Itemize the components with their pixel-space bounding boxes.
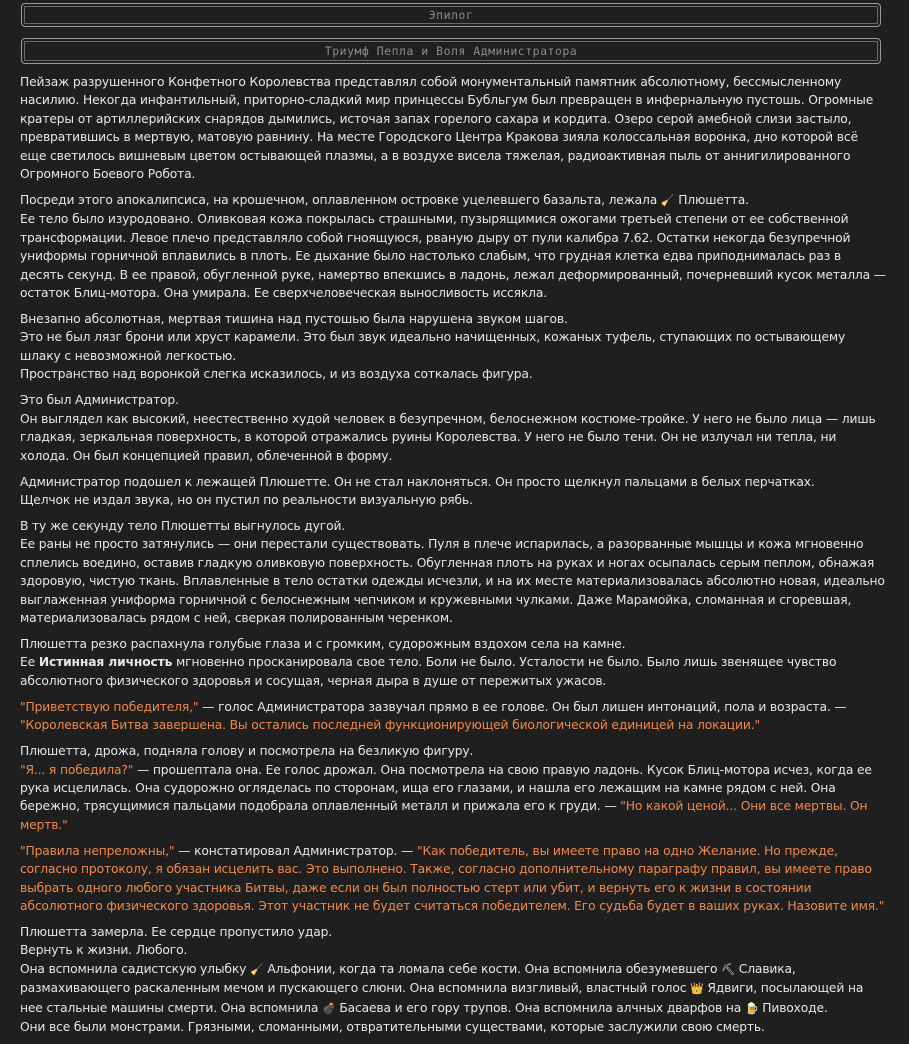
paragraph: В ту же секунду тело Плюшетты выгнулось дугой. Ее раны не просто затянулись — они перестали существовать. Пуля в плече испарилась, а разорванные мышцы и кожа мгновенно сплелись воедино, оставив гладкую оливковую поверхность. Обугленная плоть на руках и ногах осыпалась серым пеплом, обнажая здоровую, чистую ткань. Вплавленные в тело остатки одежды исчезли, и на их месте материализовалась абсолютно новая, идеально выглаженная униформа горничной с белоснежным чепчиком и кружевными чулками. Даже Марамойка, сломанная и сгоревшая, материализовалась рядом с ней, сверкая полированным черенком. [20, 518, 885, 625]
dialogue-quote: "Я... я победила?" [20, 762, 134, 777]
broom-icon: 🧹 [250, 962, 264, 976]
chapter-title: Эпилог [428, 8, 474, 22]
paragraph: "Приветствую победителя," — голос Администратора зазвучал прямо в ее голове. Он был лишен интонаций, пола и возраста. — "Королевская Битва завершена. Вы остались последней функционирующей биологической единицей на локации." [20, 699, 847, 733]
dialogue-quote: "Королевская Битва завершена. Вы остались последней функционирующей биологической единицей на локации." [20, 718, 760, 733]
bomb-icon: 💣 [322, 1001, 336, 1015]
pickaxe-icon: ⛏ [721, 962, 736, 976]
dialogue-quote: "Но какой ценой... Они все мертвы. Он мертв." [20, 799, 868, 832]
bold-term: Истинная личность [38, 655, 173, 670]
dialogue-quote: "Правила непреложны," [20, 843, 175, 858]
paragraph: Внезапно абсолютная, мертвая тишина над пустошью была нарушена звуком шагов. Это не был лязг брони или хруст карамели. Это был звук идеально начищенных, кожаных туфель, ступающих по остывающему шлаку с невозможной легкостью. Пространство над воронкой слегка исказилось, и из воздуха соткалась фигура. [20, 312, 846, 382]
chapter-subtitle-bar [21, 38, 881, 64]
paragraph: Плюшетта, дрожа, подняла голову и посмотрела на безликую фигуру. "Я... я победила?" — прошептала она. Ее голос дрожал. Она посмотрела на свою правую ладонь. Кусок Блиц-мотора исчез, когда ее рука исцелилась. Она судорожно огляделась по сторонам, ища его глазами, и нашла его лежащим на камне рядом с ней. Она бережно, трясущимися пальцами подобрала оплавленный металл и прижала его к груди. — "Но какой ценой... Они все мертвы. Он мертв." [20, 744, 872, 832]
paragraph: "Правила непреложны," — констатировал Администратор. — "Как победитель, вы имеете право на одно Желание. Но прежде, согласно протоколу, я обязан исцелить вас. Это выполнено. Также, согласно дополнительному параграфу правил, вы имеете право выбрать одного любого участника Битвы, даже если он был полностью стерт или убит, и вернуть его к жизни в состоянии абсолютного физического здоровья. Этот участник не будет считаться победителем. Его судьба будет в ваших руках. Назовите имя." [20, 843, 885, 913]
broom-icon: 🧹 [660, 194, 675, 208]
story-text [20, 73, 886, 1044]
chapter-title-bar [21, 3, 881, 27]
paragraph: Администратор подошел к лежащей Плюшетте. Он не стал наклоняться. Он просто щелкнул пальцами в белых перчатках. Щелчок не издал звука, но он пустил по реальности визуальную рябь. [20, 474, 815, 507]
dialogue-quote: "Приветствую победителя," [20, 699, 199, 714]
paragraph: Плюшетта резко распахнула голубые глаза и с громким, судорожным вздохом села на камне. Ее Истинная личность мгновенно просканировала свое тело. Боли не было. Усталости не было. Было лишь звенящее чувство абсолютного физического здоровья и сосущая, черная дыра в душе от пережитых ужасов. [20, 636, 837, 688]
paragraph: Плюшетта замерла. Ее сердце пропустило удар. Вернуть к жизни. Любого. Она вспомнила садистскую улыбку 🧹 Альфонии, когда та ломала себе кости. Она вспомнила обезумевшего ⛏ Славика, размахивающего раскаленным мечом и пускающего слюни. Она вспомнила визгливый, властный голос 👑 Ядвиги, посылающей на нее стальные машины смерти. Она вспомнила 💣 Басаева и его гору трупов. Она вспомнила алчных дварфов на 🍺 Пивоходе. Они все были монстрами. Грязными, сломанными, отвратительными существами, которые заслужили свою смерть. [20, 925, 864, 1035]
paragraph: Пейзаж разрушенного Конфетного Королевства представлял собой монументальный памятник абсолютному, бессмысленному насилию. Некогда инфантильный, приторно-сладкий мир принцессы Бубльгум был превращен в инфернальную пустошь. Огромные кратеры от артиллерийских снарядов дымились, источая запах горелого сахара и кордита. Озеро серой амебной слизи застыло, превратившись в мертвую, матовую равнину. На месте Городского Центра Кракова зияла колоссальная воронка, дно которой всё еще светилось вишневым цветом остывающей плазмы, а в воздухе висела тяжелая, радиоактивная пыль от аннигилированного Огромного Боевого Робота. [20, 75, 874, 182]
crown-icon: 👑 [690, 982, 704, 996]
chapter-subtitle: Триумф Пепла и Воля Администратора [324, 44, 578, 58]
beer-icon: 🍺 [744, 1001, 759, 1015]
dialogue-quote: "Как победитель, вы имеете право на одно Желание. Но прежде, согласно протоколу, я обязан исцелить вас. Это выполнено. Также, согласно дополнительному параграфу правил, вы имеете право выбрать одного любого участника Битвы, даже если он был полностью стерт или убит, и вернуть его к жизни в состоянии абсолютного физического здоровья. Этот участник не будет считаться победителем. Его судьба будет в ваших руках. Назовите имя." [20, 843, 885, 913]
paragraph: Посреди этого апокалипсиса, на крошечном, оплавленном островке уцелевшего базальта, лежала 🧹 Плюшетта. Ее тело было изуродовано. Оливковая кожа покрылась страшными, пузырящимися ожогами третьей степени от ее собственной трансформации. Левое плечо представляло собой гноящуюся, рваную дыру от пули калибра 7.62. Остатки некогда безупречной униформы горничной вплавились в плоть. Ее дыхание было настолько слабым, что грудная клетка едва приподнималась раз в десять секунд. В ее правой, обугленной руке, намертво впекшись в ладонь, лежал деформированный, почерневший кусок металла — остаток Блиц-мотора. Она умирала. Ее сверхчеловеческая выносливость иссякла. [20, 193, 886, 301]
paragraph: Это был Администратор. Он выглядел как высокий, неестественно худой человек в безупречном, белоснежном костюме-тройке. У него не было лица — лишь гладкая, зеркальная поверхность, в которой отражались руины Королевства. У него не было тени. Он не излучал ни тепла, ни холода. Он был концепцией правил, облеченной в форму. [20, 393, 876, 463]
